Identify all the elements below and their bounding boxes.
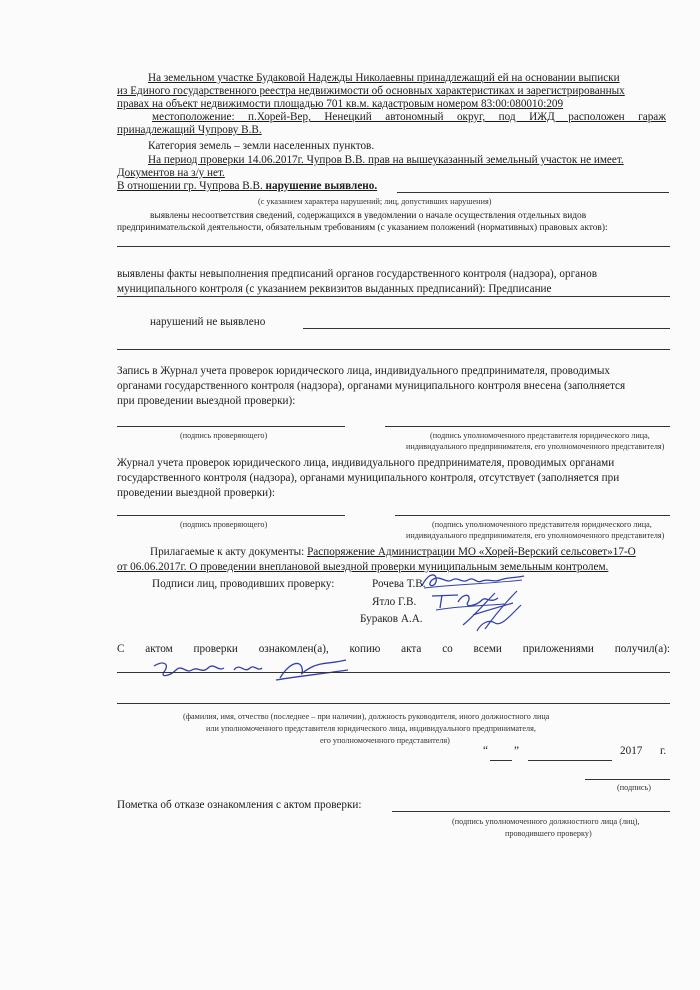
date-open-quote: “: [483, 745, 488, 757]
acq-word-9: приложениями: [522, 643, 594, 655]
acq-word-5: копию: [349, 643, 381, 655]
journal-absent-line-1: Журнал учета проверок юридического лица, индивидуального предпринимателя, проводимых органами: [117, 457, 615, 469]
acq-word-10: получил(а):: [614, 643, 671, 655]
mismatch-line-2: предпринимательской деятельности, обязательным требованиям (с указанием положений (нормативных) правовых актов):: [117, 223, 608, 233]
relation-prefix: В отношении гр. Чупрова В.В.: [117, 180, 263, 192]
land-line-2: из Единого государственного реестра недвижимости об основных характеристиках и зарегистрированных: [117, 85, 625, 97]
rep-sign-line-2: [395, 515, 670, 516]
acq-caption-1: (фамилия, имя, отчество (последнее – при наличии), должность руководителя, иного должностного лица: [183, 712, 550, 721]
acq-word-2: актом: [145, 643, 173, 655]
land-line-4: местоположение: п.Хорей-Вер, Ненецкий автономный округ, под ИЖД расположен гараж: [152, 111, 666, 123]
acq-word-4: ознакомлен(а),: [258, 643, 329, 655]
land-line-5: принадлежащий Чупрову В.В.: [117, 124, 262, 136]
no-violations-label: нарушений не выявлено: [150, 316, 266, 328]
journal-entry-line-2: органами государственного контроля (надзора), органами муниципального контроля внесена (заполняется: [117, 380, 626, 392]
acq-signature-line: [585, 779, 670, 780]
inspector-sign-line-1: [117, 426, 345, 427]
inspector-sign-caption-1: (подпись проверяющего): [180, 431, 268, 440]
date-month-line: [528, 760, 612, 761]
journal-absent-line-3: проведении выездной проверки):: [117, 487, 276, 499]
inspectors-label: Подписи лиц, проводивших проверку:: [152, 578, 335, 590]
acq-word-6: акта: [401, 643, 422, 655]
inspector-sign-caption-2: (подпись проверяющего): [180, 520, 268, 529]
journal-entry-line-1: Запись в Журнал учета проверок юридического лица, индивидуального предпринимателя, проводимых: [117, 365, 611, 377]
year-suffix: 17: [631, 745, 643, 757]
date-close-quote: ”: [514, 745, 519, 757]
handwritten-name-chuprov: [150, 656, 350, 684]
mismatch-blank-line: [117, 246, 670, 247]
attachment-doc-2: от 06.06.2017г. О проведении внеплановой выездной проверки муниципальным земельным контролем.: [117, 561, 609, 573]
inspector-name-1: Рочева Т.В.: [372, 578, 426, 590]
refusal-caption-1: (подпись уполномоченного должностного лица (лиц),: [452, 817, 640, 826]
orders-blank-line: [117, 296, 670, 297]
rep-sign-caption-3: (подпись уполномоченного представителя юридического лица,: [432, 520, 652, 529]
year-g: г.: [660, 745, 667, 757]
orders-line-2: муниципального контроля (с указанием реквизитов выданных предписаний): Предписание: [117, 283, 552, 295]
land-category: Категория земель – земли населенных пунктов.: [148, 140, 375, 152]
attachment-doc-1: Распоряжение Администрации МО «Хорей-Верский сельсовет»17-О: [307, 546, 636, 558]
acq-word-3: проверки: [193, 643, 238, 655]
rep-sign-caption-1: (подпись уполномоченного представителя юридического лица,: [430, 431, 650, 440]
rep-sign-line-1: [385, 426, 670, 427]
inspector-name-2: Ятло Г.В.: [372, 596, 417, 608]
land-line-1: На земельном участке Будаковой Надежды Николаевны принадлежащий ей на основании выписки: [148, 72, 620, 84]
acq-word-8: всеми: [473, 643, 502, 655]
journal-entry-line-3: при проведении выездной проверки):: [117, 395, 296, 407]
no-violations-line: [303, 328, 670, 329]
acquainted-line-1: [117, 672, 670, 673]
refusal-line: [392, 811, 670, 812]
relation-line: [117, 180, 377, 193]
journal-absent-line-2: государственного контроля (надзора), органами муниципального контроля, отсутствует (заполняется при: [117, 472, 620, 484]
date-day-line: [490, 760, 512, 761]
acq-caption-2: или уполномоченного представителя юридического лица, индивидуального предпринимателя,: [206, 724, 536, 733]
year-prefix: 20: [620, 745, 632, 757]
acquainted-line: [117, 643, 670, 656]
orders-line-1: выявлены факты невыполнения предписаний органов государственного контроля (надзора), органов: [117, 268, 597, 280]
date-year: [620, 745, 642, 758]
section-divider: [117, 349, 670, 350]
refusal-label: Пометка об отказе ознакомления с актом проверки:: [117, 799, 362, 811]
attachments-line-1: [150, 546, 636, 559]
violation-caption: (с указанием характера нарушений; лиц, допустивших нарушения): [258, 197, 492, 206]
relation-bold: нарушение выявлено.: [265, 180, 378, 192]
inspector-name-3: Бураков А.А.: [360, 613, 423, 625]
acquainted-line-2: [117, 703, 670, 704]
relation-underline: [397, 192, 669, 193]
period-line-1: На период проверки 14.06.2017г. Чупров В.В. прав на вышеуказанный земельный участок не имеет.: [148, 154, 624, 166]
refusal-caption-2: проводившего проверку): [505, 829, 592, 838]
acq-word-7: со: [442, 643, 453, 655]
acq-word-1: С: [117, 643, 125, 655]
signature-burakov: [455, 585, 535, 635]
land-line-3: правах на объект недвижимости площадью 701 кв.м. кадастровым номером 83:00:080010:209: [117, 98, 564, 110]
rep-sign-caption-4: индивидуального предпринимателя, его уполномоченного представителя): [406, 531, 665, 540]
attachments-label: Прилагаемые к акту документы:: [150, 546, 305, 558]
period-line-2: Документов на з/у нет.: [117, 167, 225, 179]
acq-signature-caption: (подпись): [617, 783, 651, 792]
inspector-sign-line-2: [117, 515, 345, 516]
rep-sign-caption-2: индивидуального предпринимателя, его уполномоченного представителя): [406, 442, 665, 451]
mismatch-line-1: выявлены несоответствия сведений, содержащихся в уведомлении о начале осуществления отдельных видов: [150, 211, 587, 221]
acq-caption-3: его уполномоченного представителя): [320, 736, 450, 745]
